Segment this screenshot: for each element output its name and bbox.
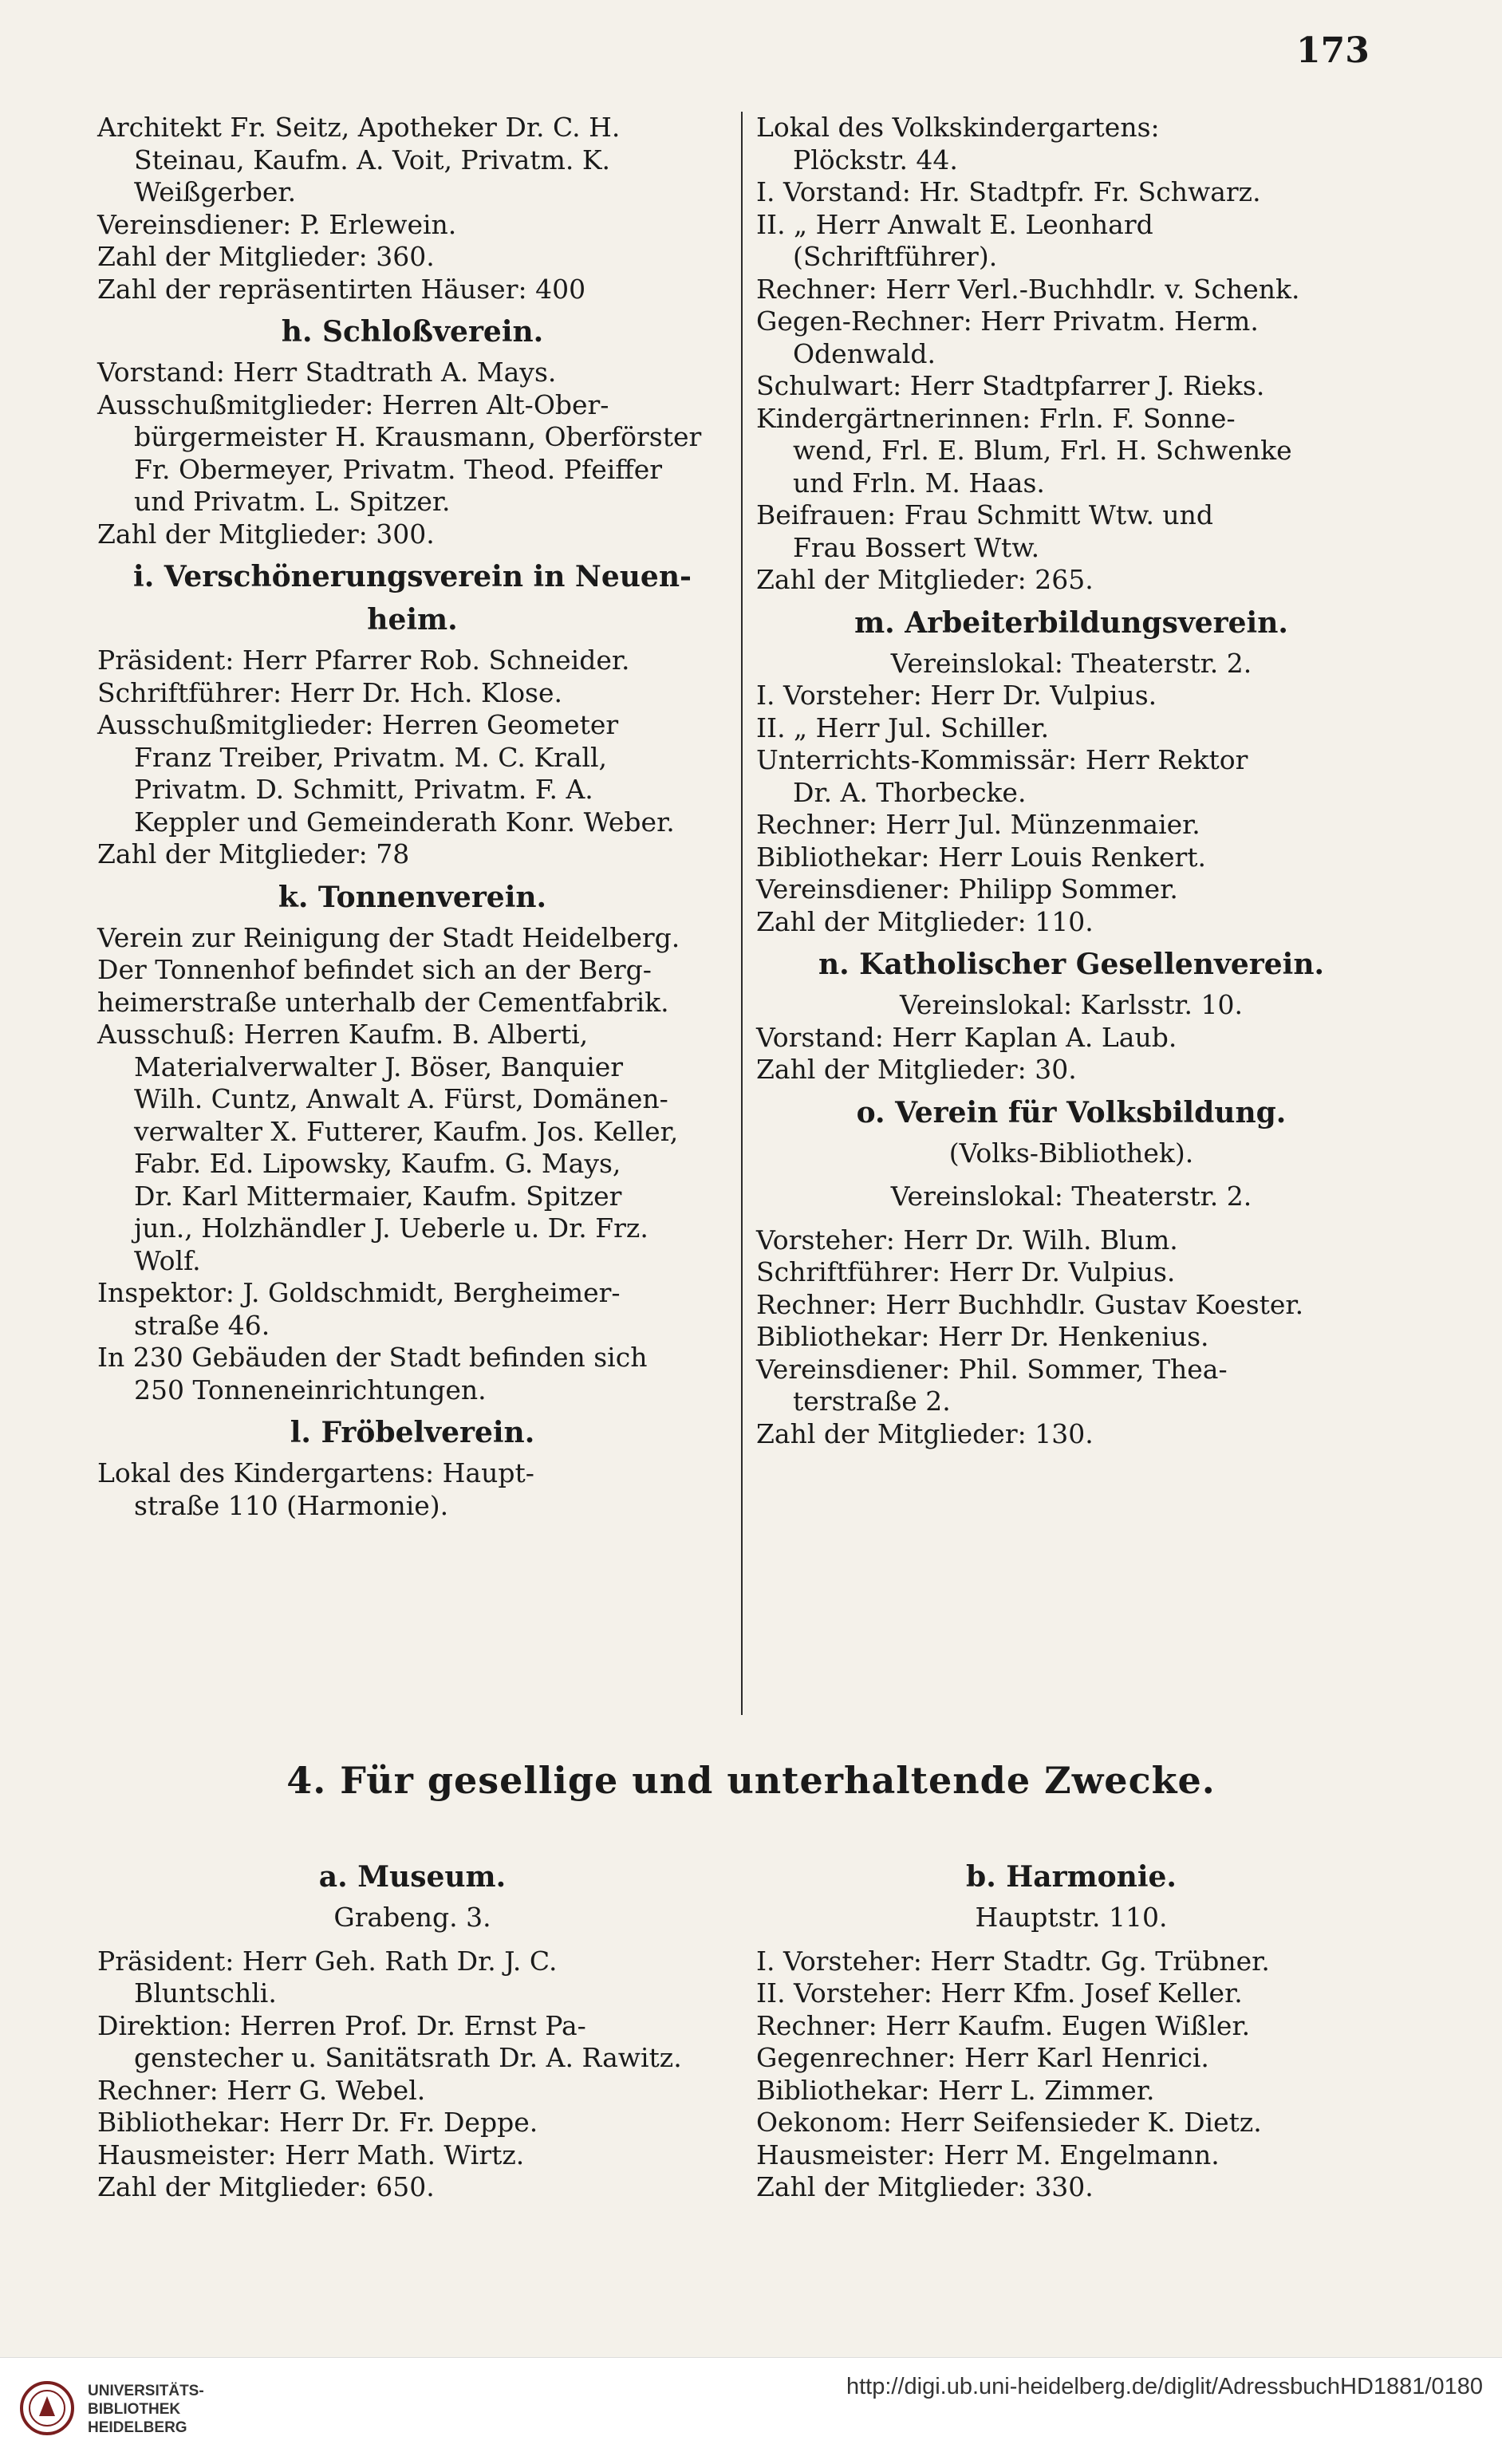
section-heading: n. Katholischer Gesellenverein.	[818, 948, 1325, 981]
text-line: Zahl der Mitglieder: 300.	[97, 518, 435, 550]
text-line: Zahl der repräsentirten Häuser: 400	[97, 273, 586, 305]
section-title: 4. Für gesellige und unterhaltende Zwecke.	[286, 1759, 1216, 1802]
source-url-link[interactable]: http://digi.ub.uni-heidelberg.de/diglit/AdressbuchHD1881/0180	[846, 2374, 1483, 2399]
text-line: Zahl der Mitglieder: 330.	[756, 2171, 1094, 2202]
text-line: Beifrauen: Frau Schmitt Wtw. und	[756, 499, 1214, 530]
text-line: Zahl der Mitglieder: 650.	[97, 2171, 435, 2202]
text-line: II. „ Herr Anwalt E. Leonhard	[756, 208, 1153, 240]
text-line: und Privatm. L. Spitzer.	[134, 486, 451, 517]
text-line: Präsident: Herr Pfarrer Rob. Schneider.	[97, 645, 630, 676]
section-heading: a. Museum.	[318, 1860, 507, 1894]
text-line: Schriftführer: Herr Dr. Vulpius.	[756, 1256, 1176, 1287]
text-line: Präsident: Herr Geh. Rath Dr. J. C.	[97, 1945, 558, 1977]
section-heading: b. Harmonie.	[966, 1860, 1177, 1894]
section-heading: h. Schloßverein.	[281, 315, 544, 349]
text-line: I. Vorsteher: Herr Stadtr. Gg. Trübner.	[756, 1945, 1270, 1977]
spacer	[97, 1934, 727, 1946]
text-line: II. Vorsteher: Herr Kfm. Josef Keller.	[756, 1977, 1243, 2009]
section-heading: l. Fröbelverein.	[290, 1416, 535, 1449]
text-line: Lokal des Kindergartens: Haupt-	[97, 1457, 534, 1488]
text-line: bürgermeister H. Krausmann, Oberförster	[134, 421, 702, 452]
text-line: Gegenrechner: Herr Karl Henrici.	[756, 2042, 1209, 2073]
text-line: Plöckstr. 44.	[793, 144, 958, 175]
museum-column	[97, 1851, 727, 2204]
university-seal-icon	[19, 2380, 75, 2436]
library-line-3: HEIDELBERG	[88, 2419, 187, 2436]
text-line: Bibliothekar: Herr Dr. Henkenius.	[756, 1321, 1209, 1352]
text-line: Zahl der Mitglieder: 78	[97, 838, 410, 869]
text-line: Zahl der Mitglieder: 360.	[97, 241, 435, 272]
text-line: Rechner: Herr G. Webel.	[97, 2074, 426, 2106]
harmonie-column	[756, 1851, 1386, 2204]
text-line: Steinau, Kaufm. A. Voit, Privatm. K.	[134, 144, 610, 175]
column-divider	[741, 112, 743, 1715]
text-line: Zahl der Mitglieder: 30.	[756, 1054, 1077, 1085]
text-line: Ausschuß: Herren Kaufm. B. Alberti,	[97, 1019, 589, 1050]
text-line: genstecher u. Sanitätsrath Dr. A. Rawitz.	[134, 2042, 682, 2073]
text-line: Weißgerber.	[134, 176, 297, 207]
text-line: Vereinsdiener: P. Erlewein.	[97, 208, 457, 240]
page-number: 173	[1296, 30, 1370, 71]
text-line: Zahl der Mitglieder: 130.	[756, 1417, 1094, 1449]
text-line: straße 110 (Harmonie).	[134, 1489, 449, 1521]
text-line: Gegen-Rechner: Herr Privatm. Herm.	[756, 306, 1259, 337]
text-line: Vereinslokal: Karlsstr. 10.	[899, 989, 1244, 1020]
section-heading: i. Verschönerungsverein in Neuen-	[133, 560, 692, 593]
footer-bar	[0, 2357, 1502, 2464]
section-heading: o. Verein für Volksbildung.	[856, 1095, 1287, 1129]
text-line: Vorstand: Herr Stadtrath A. Mays.	[97, 357, 557, 388]
text-line: Bluntschli.	[134, 1977, 277, 2009]
text-line: Kindergärtnerinnen: Frln. F. Sonne-	[756, 402, 1236, 434]
text-line: Unterrichts-Kommissär: Herr Rektor	[756, 744, 1248, 775]
text-line: Vorstand: Herr Kaplan A. Laub.	[756, 1021, 1177, 1053]
left-column	[97, 112, 727, 1522]
text-line: Hauptstr. 110.	[975, 1902, 1168, 1933]
text-line: Zahl der Mitglieder: 265.	[756, 564, 1094, 595]
text-line: straße 46.	[134, 1309, 270, 1341]
text-line: II. „ Herr Jul. Schiller.	[756, 712, 1050, 743]
text-line: Odenwald.	[793, 337, 936, 369]
section-heading: m. Arbeiterbildungsverein.	[854, 605, 1288, 640]
text-line: Dr. Karl Mittermaier, Kaufm. Spitzer	[134, 1180, 622, 1212]
text-line: Bibliothekar: Herr L. Zimmer.	[756, 2074, 1155, 2106]
text-line: Vereinslokal: Theaterstr. 2.	[890, 647, 1252, 679]
right-column	[756, 112, 1386, 1450]
library-name	[88, 2382, 204, 2437]
text-line: Architekt Fr. Seitz, Apotheker Dr. C. H.	[97, 112, 621, 143]
text-line: In 230 Gebäuden der Stadt befinden sich	[97, 1342, 648, 1373]
text-line: Vereinsdiener: Philipp Sommer.	[756, 873, 1178, 905]
text-line: Ausschußmitglieder: Herren Alt-Ober-	[97, 388, 609, 420]
text-line: jun., Holzhändler J. Ueberle u. Dr. Frz.	[134, 1212, 649, 1244]
text-line: Verein zur Reinigung der Stadt Heidelberg.	[97, 921, 680, 953]
section-heading: heim.	[367, 603, 458, 637]
text-line: Dr. A. Thorbecke.	[793, 776, 1027, 808]
text-line: Keppler und Gemeinderath Konr. Weber.	[134, 806, 675, 838]
text-line: Inspektor: J. Goldschmidt, Bergheimer-	[97, 1277, 621, 1308]
text-line: I. Vorstand: Hr. Stadtpfr. Fr. Schwarz.	[756, 176, 1261, 207]
text-line: Franz Treiber, Privatm. M. C. Krall,	[134, 741, 608, 773]
text-line: Rechner: Herr Verl.-Buchhdlr. v. Schenk.	[756, 273, 1300, 305]
text-line: verwalter X. Futterer, Kaufm. Jos. Keller,	[134, 1115, 679, 1147]
text-line: Schulwart: Herr Stadtpfarrer J. Rieks.	[756, 370, 1265, 401]
text-line: Bibliothekar: Herr Louis Renkert.	[756, 841, 1207, 873]
text-line: Wolf.	[134, 1244, 201, 1276]
spacer	[756, 1934, 1386, 1946]
text-line: Fr. Obermeyer, Privatm. Theod. Pfeiffer	[134, 453, 663, 485]
text-line: Zahl der Mitglieder: 110.	[756, 905, 1094, 937]
text-line: Privatm. D. Schmitt, Privatm. F. A.	[134, 774, 593, 805]
text-line: Materialverwalter J. Böser, Banquier	[134, 1051, 624, 1082]
text-line: Rechner: Herr Jul. Münzenmaier.	[756, 809, 1200, 840]
spacer	[756, 1213, 1386, 1224]
text-line: Hausmeister: Herr Math. Wirtz.	[97, 2139, 525, 2170]
text-line: Rechner: Herr Kaufm. Eugen Wißler.	[756, 2009, 1251, 2041]
text-line: Frau Bossert Wtw.	[793, 531, 1040, 563]
library-line-1: UNIVERSITÄTS-	[88, 2383, 204, 2399]
text-line: (Volks-Bibliothek).	[948, 1137, 1194, 1169]
text-line: wend, Frl. E. Blum, Frl. H. Schwenke	[793, 435, 1292, 466]
text-line: Oekonom: Herr Seifensieder K. Dietz.	[756, 2107, 1262, 2138]
text-line: I. Vorsteher: Herr Dr. Vulpius.	[756, 680, 1157, 711]
text-line: Schriftführer: Herr Dr. Hch. Klose.	[97, 676, 563, 708]
text-line: Lokal des Volkskindergartens:	[756, 112, 1160, 143]
text-line: Vereinsdiener: Phil. Sommer, Thea-	[756, 1353, 1228, 1385]
text-line: Bibliothekar: Herr Dr. Fr. Deppe.	[97, 2107, 538, 2138]
text-line: Hausmeister: Herr M. Engelmann.	[756, 2139, 1220, 2170]
spacer	[756, 1169, 1386, 1181]
text-line: (Schriftführer).	[793, 241, 998, 272]
library-line-2: BIBLIOTHEK	[88, 2401, 181, 2418]
text-line: Vereinslokal: Theaterstr. 2.	[890, 1181, 1252, 1212]
section-heading: k. Tonnenverein.	[278, 880, 547, 914]
text-line: terstraße 2.	[793, 1386, 951, 1417]
text-line: Direktion: Herren Prof. Dr. Ernst Pa-	[97, 2009, 586, 2041]
text-line: Wilh. Cuntz, Anwalt A. Fürst, Domänen-	[134, 1083, 668, 1114]
text-line: Rechner: Herr Buchhdlr. Gustav Koester.	[756, 1288, 1304, 1320]
text-line: Fabr. Ed. Lipowsky, Kaufm. G. Mays,	[134, 1148, 621, 1179]
text-line: Vorsteher: Herr Dr. Wilh. Blum.	[756, 1224, 1178, 1256]
text-line: und Frln. M. Haas.	[793, 467, 1045, 499]
text-line: Ausschußmitglieder: Herren Geometer	[97, 709, 619, 740]
text-line: 250 Tonneneinrichtungen.	[134, 1374, 487, 1405]
text-line: Grabeng. 3.	[333, 1902, 491, 1933]
text-line: heimerstraße unterhalb der Cementfabrik.	[97, 986, 669, 1018]
text-line: Der Tonnenhof befindet sich an der Berg-	[97, 954, 652, 985]
